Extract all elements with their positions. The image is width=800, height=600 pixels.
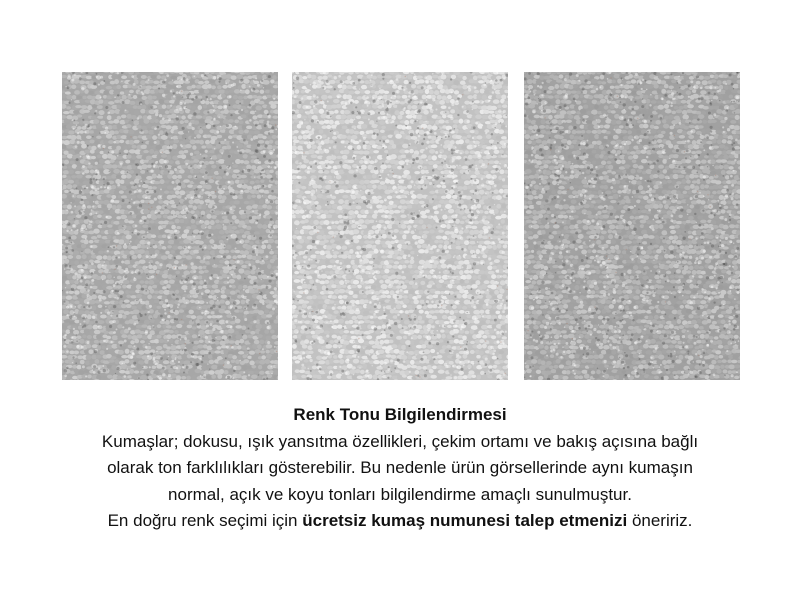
caption-line-2: olarak ton farklılıkları gösterebilir. Bu nedenle ürün görsellerinde aynı kumaşın bbox=[107, 458, 693, 477]
caption-line-4-suffix: öneririz. bbox=[627, 511, 693, 530]
caption-title: Renk Tonu Bilgilendirmesi bbox=[293, 405, 507, 424]
sample-request-emphasis: ücretsiz kumaş numunesi talep etmenizi bbox=[302, 511, 628, 530]
fabric-texture-image bbox=[292, 72, 508, 380]
caption-line-3: normal, açık ve koyu tonları bilgilendirme amaçlı sunulmuştur. bbox=[168, 484, 632, 504]
caption-line-1: Kumaşlar; dokusu, ışık yansıtma özellikleri, çekim ortamı ve bakış açısına bağlı bbox=[101, 431, 699, 451]
fabric-texture-image bbox=[62, 72, 278, 380]
fabric-swatch-1 bbox=[62, 72, 278, 380]
caption-line-4-prefix: En doğru renk seçimi için bbox=[107, 511, 303, 530]
caption-line-4 bbox=[0, 508, 800, 535]
fabric-texture-image bbox=[524, 72, 740, 380]
fabric-swatch-2 bbox=[292, 72, 508, 380]
fabric-swatch-3 bbox=[524, 72, 740, 380]
tone-info-caption bbox=[0, 402, 800, 535]
